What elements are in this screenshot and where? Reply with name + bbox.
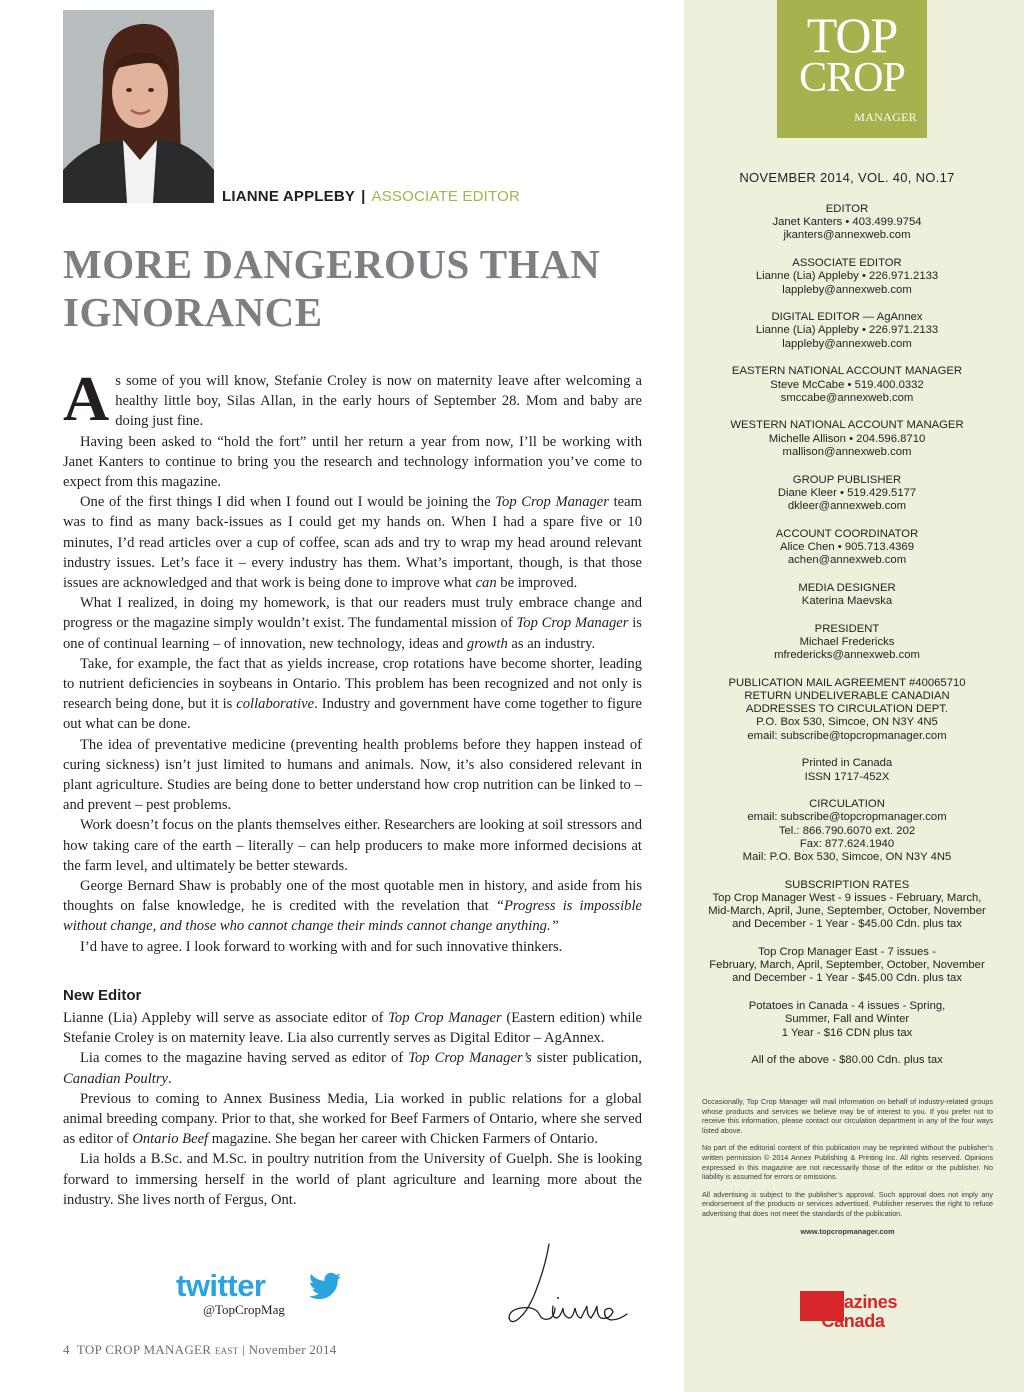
author-role: ASSOCIATE EDITOR [371, 188, 521, 205]
logo-manager: MANAGER [854, 110, 917, 124]
twitter-handle: @TopCropMag [203, 1302, 285, 1317]
article-body [63, 363, 642, 957]
masthead-line: Mail: P.O. Box 530, Simcoe, ON N3Y 4N5 [742, 851, 952, 864]
masthead-title: ACCOUNT COORDINATOR [775, 527, 919, 540]
masthead-line: and December - 1 Year - $45.00 Cdn. plus tax [732, 918, 962, 931]
page-folio [63, 1342, 337, 1358]
website-link[interactable]: www.topcropmanager.com [800, 1226, 895, 1236]
masthead-line[interactable]: achen@annexweb.com [787, 554, 907, 567]
masthead-line: P.O. Box 530, Simcoe, ON N3Y 4N5 [756, 716, 938, 729]
masthead-line: Janet Kanters • 403.499.9754 [772, 216, 922, 229]
masthead-block [690, 582, 1004, 608]
masthead-title: GROUP PUBLISHER [792, 473, 902, 486]
masthead-line: Mid-March, April, June, September, October, November [708, 905, 986, 918]
masthead-block [690, 677, 1004, 743]
masthead-title: EDITOR [825, 203, 869, 215]
magazines-canada-logo [800, 1293, 906, 1337]
masthead-line[interactable]: email: subscribe@topcropmanager.com [747, 729, 947, 742]
masthead-title: All of the above - $80.00 Cdn. plus tax [751, 1054, 943, 1067]
top-crop-manager-logo [777, 0, 927, 138]
masthead-block [690, 257, 1004, 297]
masthead-line: RETURN UNDELIVERABLE CANADIAN [744, 689, 950, 702]
magazines-canada-line1: Magazines [808, 1292, 898, 1312]
article-paragraph: George Bernard Shaw is probably one of the most quotable men in history, and aside from his thoughts on false knowledge, he is credited with the revelation that “Progress is impossible without change, and those who cannot change their minds cannot change anything.” [63, 878, 642, 935]
masthead-line: Michael Fredericks [799, 635, 895, 648]
new-editor-paragraph: Lia holds a B.Sc. and M.Sc. in poultry nutrition from the University of Guelph. She is looking forward to immersing herself in the world of plant agriculture and learning more about the industry. She lives north of Fergus, Ont. [63, 1151, 642, 1208]
masthead-block [690, 623, 1004, 663]
masthead-block [690, 474, 1004, 514]
article-paragraph: What I realized, in doing my homework, is that our readers must truly embrace change and progress or the magazine simply wouldn’t exist. The fundamental mission of Top Crop Manager is one of continual learning – of innovation, new technology, ideas and growth as an industry. [63, 595, 642, 652]
folio-separator: | [242, 1342, 245, 1357]
article-paragraph: I’d have to agree. I look forward to working with and for such innovative thinkers. [80, 938, 563, 955]
folio-edition: EAST [214, 1346, 239, 1356]
masthead-block [690, 798, 1004, 864]
masthead-title: SUBSCRIPTION RATES [784, 878, 910, 891]
masthead-title: PRESIDENT [814, 622, 880, 635]
article-paragraph: Having been asked to “hold the fort” until her return a year from now, I’ll be working with Janet Kanters to continue to bring you the research and technology information you’ve come to expect from this magazine. [63, 433, 642, 491]
masthead-line: Diane Kleer • 519.429.5177 [777, 486, 917, 499]
issue-line: NOVEMBER 2014, VOL. 40, NO.17 [739, 170, 955, 185]
masthead-block [690, 757, 1004, 783]
masthead-title: CIRCULATION [809, 798, 885, 811]
masthead-line: ISSN 1717-452X [804, 770, 890, 783]
fine-print [702, 1097, 993, 1236]
masthead-block [690, 946, 1004, 986]
masthead-line: 1 Year - $16 CDN plus tax [781, 1026, 913, 1039]
masthead-line: and December - 1 Year - $45.00 Cdn. plus tax [732, 972, 962, 985]
logo-top: TOP [806, 7, 898, 63]
byline-separator: | [361, 188, 366, 205]
masthead-sidebar [684, 0, 1024, 1392]
masthead-title: MEDIA DESIGNER [798, 581, 896, 594]
new-editor-heading: New Editor [63, 987, 142, 1004]
masthead-line[interactable]: jkanters@annexweb.com [783, 229, 911, 242]
masthead-list [690, 203, 1004, 1082]
twitter-bird-icon [308, 1272, 342, 1300]
masthead-line: Katerina Maevska [801, 594, 893, 607]
article-paragraph: Work doesn’t focus on the plants themselves either. Researchers are looking at soil stressors and how taking care of the earth – literally – can help producers to make more informed decisions at the farm level, and ultimately be better stewards. [63, 817, 642, 874]
new-editor-body [63, 1008, 642, 1210]
masthead-line: Steve McCabe • 519.400.0332 [770, 378, 924, 391]
masthead-title: PUBLICATION MAIL AGREEMENT #40065710 [728, 676, 966, 689]
masthead-line: Fax: 877.624.1940 [799, 837, 895, 850]
fine-print-paragraph: All advertising is subject to the publisher’s approval. Such approval does not imply any endorsement of the products or services advertised. Publisher reserves the right to refuse advertising that does not meet the standards of the publication. [702, 1189, 993, 1218]
masthead-block [690, 1000, 1004, 1040]
masthead-block [690, 311, 1004, 351]
masthead-title: Potatoes in Canada - 4 issues - Spring, [748, 1000, 946, 1013]
twitter-logo[interactable] [176, 1270, 346, 1322]
masthead-title: Top Crop Manager East - 7 issues - [758, 946, 936, 959]
fine-print-paragraph: No part of the editorial content of this publication may be reprinted without the publisher’s written permission © 2014 Annex Publishing & Printing Inc. All rights reserved. Opinions expressed in this magazine are not necessarily those of the editor or the publisher. No liability is assumed for errors or omissions. [702, 1143, 993, 1182]
masthead-line: Tel.: 866.790.6070 ext. 202 [778, 824, 916, 837]
masthead-line: ADDRESSES TO CIRCULATION DEPT. [745, 703, 949, 716]
masthead-line: Top Crop Manager West - 9 issues - February, March, [712, 891, 982, 904]
folio-title: TOP CROP MANAGER [76, 1342, 212, 1357]
drop-cap: A [63, 363, 110, 434]
masthead-line[interactable]: dkleer@annexweb.com [787, 499, 907, 512]
masthead-title: ASSOCIATE EDITOR [792, 257, 902, 270]
masthead-line[interactable]: email: subscribe@topcropmanager.com [747, 811, 947, 824]
article-headline: MORE DANGEROUS THAN IGNORANCE [63, 241, 601, 335]
author-photo [63, 10, 214, 203]
masthead-block [690, 879, 1004, 932]
masthead-line[interactable]: smccabe@annexweb.com [780, 391, 914, 404]
masthead-block [690, 203, 1004, 243]
new-editor-paragraph: Lia comes to the magazine having served as editor of Top Crop Manager’s sister publication, Canadian Poultry. [63, 1050, 642, 1087]
article-paragraph: One of the first things I did when I found out I would be joining the Top Crop Manager team was to find as many back-issues as I could get my hands on. When I had a spare five or 10 minutes, I’d read articles over a cup of coffee, scan ads and try to wrap my head around relevant industry issues. Let’s face it – every industry has them. What’s important, though, is that those issues are acknowledged and that work is being done to improve what can be improved. [63, 494, 642, 592]
masthead-title: DIGITAL EDITOR — AgAnnex [771, 311, 923, 324]
signature [505, 1238, 630, 1330]
masthead-line[interactable]: lappleby@annexweb.com [782, 283, 912, 296]
masthead-line: Michelle Allison • 204.596.8710 [768, 432, 926, 445]
masthead-block [690, 419, 1004, 459]
magazines-canada-line2: Canada [821, 1311, 885, 1331]
byline [222, 188, 520, 205]
masthead-line: Lianne (Lia) Appleby • 226.971.2133 [755, 324, 939, 337]
folio-date: November 2014 [248, 1342, 337, 1357]
logo-crop: CROP [799, 55, 905, 101]
masthead-line[interactable]: mallison@annexweb.com [782, 445, 912, 458]
twitter-wordmark: twitter [176, 1268, 266, 1303]
fine-print-paragraph: Occasionally, Top Crop Manager will mail information on behalf of industry-related groups whose products and services we believe may be of interest to you. If you prefer not to receive this information, please contact our circulation department in any of the four ways listed above. [702, 1097, 993, 1135]
new-editor-paragraph: Lianne (Lia) Appleby will serve as associate editor of Top Crop Manager (Eastern edition) while Stefanie Croley is on maternity leave. Lia also currently serves as Digital Editor – AgAnnex. [63, 1010, 642, 1047]
masthead-title: WESTERN NATIONAL ACCOUNT MANAGER [730, 419, 964, 432]
masthead-block [690, 365, 1004, 405]
masthead-line: February, March, April, September, October, November [709, 959, 985, 972]
masthead-line: Lianne (Lia) Appleby • 226.971.2133 [755, 270, 939, 283]
masthead-line[interactable]: lappleby@annexweb.com [782, 337, 912, 350]
article-paragraph: The idea of preventative medicine (preventing health problems before they happen instead of curing sickness) isn’t just limited to humans and animals. Now, it’s also considered relevant in plant agriculture. Studies are being done to better understand how crop nutrition can be linked to – and prevent – pest problems. [63, 736, 642, 814]
author-portrait-image [63, 10, 214, 203]
masthead-line[interactable]: mfredericks@annexweb.com [774, 649, 920, 662]
masthead-block [690, 528, 1004, 568]
masthead-title: Printed in Canada [801, 757, 893, 770]
article-paragraph: Take, for example, the fact that as yields increase, crop rotations have become shorter, leading to nutrient deficiencies in soybeans in Ontario. This problem has been recognized and not only is research being done, but it is collaborative. Industry and government have come together to figure out what can be done. [63, 655, 642, 733]
masthead-line: Summer, Fall and Winter [784, 1013, 910, 1026]
new-editor-paragraph: Previous to coming to Annex Business Media, Lia worked in public relations for a global animal breeding company. Prior to that, she worked for Beef Farmers of Ontario, where she served as editor of Ontario Beef magazine. She began her career with Chicken Farmers of Ontario. [63, 1090, 642, 1148]
masthead-title: EASTERN NATIONAL ACCOUNT MANAGER [731, 365, 963, 378]
masthead-block [690, 1054, 1004, 1067]
article-paragraph: As some of you will know, Stefanie Croley is now on maternity leave after welcoming a healthy little boy, Silas Allan, in the early hours of September 28. Mom and baby are doing just fine. [63, 363, 642, 434]
masthead-line: Alice Chen • 905.713.4369 [780, 540, 914, 553]
page-number: 4 [63, 1342, 70, 1357]
author-name: LIANNE APPLEBY [222, 188, 356, 205]
